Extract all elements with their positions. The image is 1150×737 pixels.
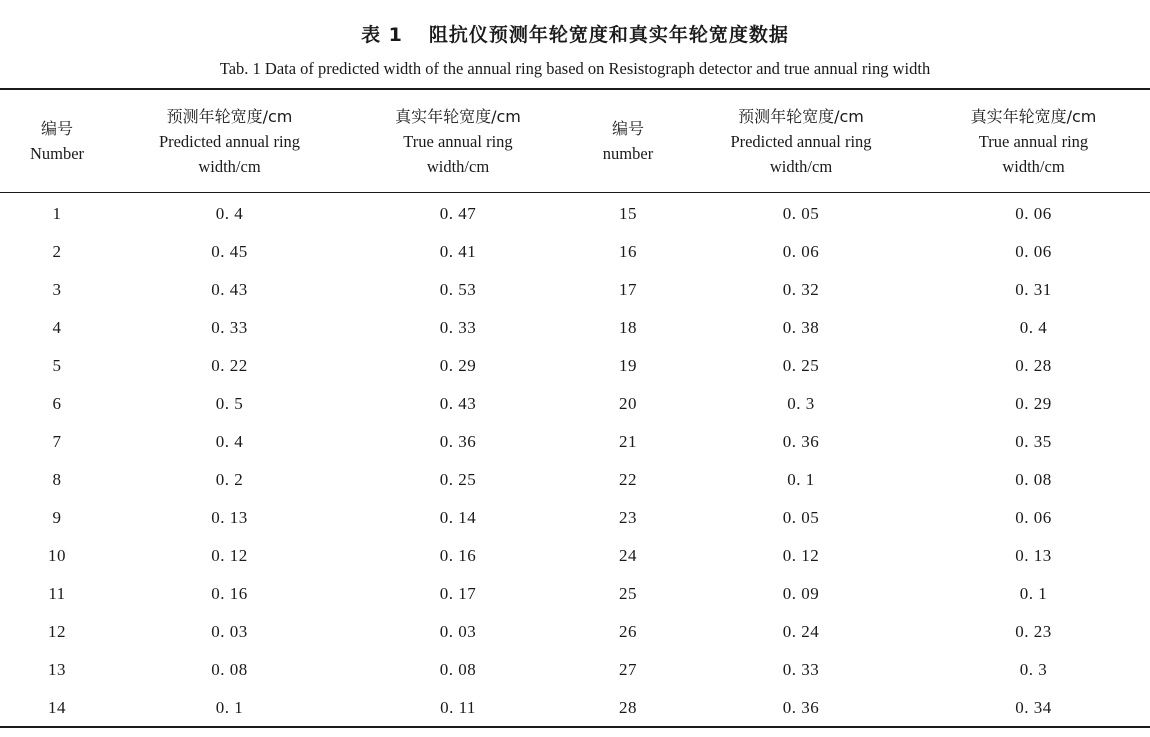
table-row xyxy=(0,192,1150,233)
cell-number: 23 xyxy=(619,508,637,527)
cell-number: 26 xyxy=(619,622,637,641)
cell-predicted-width: 0. 4 xyxy=(215,432,244,451)
cell-true-width: 0. 08 xyxy=(1015,470,1052,489)
cell-true-width: 0. 28 xyxy=(1015,356,1052,375)
cell-true-width: 0. 13 xyxy=(1015,546,1052,565)
table-row xyxy=(0,499,1150,537)
cell-predicted-width: 0. 09 xyxy=(782,584,820,603)
header-row xyxy=(0,90,1150,192)
header-true-left: 真实年轮宽度/cm True annual ring width/cm xyxy=(395,106,521,176)
table-row xyxy=(0,689,1150,727)
cell-predicted-width: 0. 43 xyxy=(211,280,248,299)
cell-predicted-width: 0. 33 xyxy=(211,318,248,337)
cell-number: 11 xyxy=(48,584,66,603)
cell-number: 10 xyxy=(48,546,66,565)
table-title-text: 阻抗仪预测年轮宽度和真实年轮宽度数据 xyxy=(428,24,789,46)
cell-number: 4 xyxy=(52,318,62,337)
cell-true-width: 0. 47 xyxy=(439,204,477,223)
cell-number: 27 xyxy=(619,660,637,679)
table-body xyxy=(0,192,1150,727)
table-row xyxy=(0,461,1150,499)
table-row xyxy=(0,651,1150,689)
table-number: 表 1 xyxy=(361,24,403,46)
cell-true-width: 0. 3 xyxy=(1019,660,1048,679)
cell-number: 8 xyxy=(52,470,62,489)
cell-number: 15 xyxy=(619,204,637,223)
cell-number: 19 xyxy=(619,356,637,375)
cell-number: 13 xyxy=(48,660,66,679)
cell-number: 12 xyxy=(48,622,66,641)
cell-number: 9 xyxy=(52,508,62,527)
cell-predicted-width: 0. 03 xyxy=(211,622,248,641)
cell-true-width: 0. 29 xyxy=(439,356,477,375)
cell-predicted-width: 0. 25 xyxy=(782,356,820,375)
cell-true-width: 0. 36 xyxy=(439,432,477,451)
header-number-left: 编号 Number xyxy=(29,119,85,163)
cell-predicted-width: 0. 16 xyxy=(211,584,248,603)
cell-predicted-width: 0. 36 xyxy=(782,432,820,451)
cell-number: 21 xyxy=(619,432,637,451)
cell-true-width: 0. 1 xyxy=(1019,584,1048,603)
cell-predicted-width: 0. 05 xyxy=(782,204,820,223)
table-row xyxy=(0,385,1150,423)
cell-number: 16 xyxy=(619,242,637,261)
table-row xyxy=(0,271,1150,309)
cell-predicted-width: 0. 08 xyxy=(211,660,248,679)
cell-true-width: 0. 06 xyxy=(1015,242,1052,261)
cell-predicted-width: 0. 36 xyxy=(782,698,820,717)
cell-true-width: 0. 53 xyxy=(439,280,477,299)
table-row xyxy=(0,423,1150,461)
header-number-right: 编号 number xyxy=(602,119,654,163)
cell-number: 18 xyxy=(619,318,637,337)
cell-predicted-width: 0. 1 xyxy=(215,698,244,717)
cell-number: 22 xyxy=(619,470,637,489)
cell-true-width: 0. 33 xyxy=(439,318,477,337)
cell-predicted-width: 0. 05 xyxy=(782,508,820,527)
table-row xyxy=(0,233,1150,271)
cell-true-width: 0. 08 xyxy=(439,660,477,679)
cell-true-width: 0. 11 xyxy=(440,698,476,717)
cell-predicted-width: 0. 5 xyxy=(215,394,244,413)
cell-predicted-width: 0. 13 xyxy=(211,508,248,527)
cell-predicted-width: 0. 2 xyxy=(215,470,244,489)
cell-predicted-width: 0. 06 xyxy=(782,242,820,261)
cell-true-width: 0. 25 xyxy=(439,470,477,489)
cell-predicted-width: 0. 3 xyxy=(787,394,815,413)
cell-predicted-width: 0. 32 xyxy=(782,280,820,299)
header-predicted-left: 预测年轮宽度/cm Predicted annual ring width/cm xyxy=(158,106,301,176)
cell-true-width: 0. 14 xyxy=(439,508,477,527)
data-table xyxy=(0,90,1150,727)
table-row xyxy=(0,613,1150,651)
cell-predicted-width: 0. 12 xyxy=(782,546,820,565)
cell-true-width: 0. 17 xyxy=(439,584,477,603)
cell-number: 7 xyxy=(52,432,62,451)
table-row xyxy=(0,575,1150,613)
table-title-en: Tab. 1 Data of predicted width of the annual ring based on Resistograph detector and true annual ring width xyxy=(219,59,931,78)
cell-predicted-width: 0. 1 xyxy=(787,470,815,489)
cell-true-width: 0. 41 xyxy=(439,242,477,261)
header-predicted-right: 预测年轮宽度/cm Predicted annual ring width/cm xyxy=(730,106,872,176)
cell-predicted-width: 0. 4 xyxy=(215,204,244,223)
table-row xyxy=(0,537,1150,575)
cell-true-width: 0. 03 xyxy=(439,622,477,641)
cell-number: 3 xyxy=(52,280,62,299)
cell-number: 2 xyxy=(52,242,62,261)
cell-predicted-width: 0. 12 xyxy=(211,546,248,565)
cell-predicted-width: 0. 33 xyxy=(782,660,820,679)
table-row xyxy=(0,347,1150,385)
cell-predicted-width: 0. 22 xyxy=(211,356,248,375)
cell-predicted-width: 0. 45 xyxy=(211,242,248,261)
cell-predicted-width: 0. 24 xyxy=(782,622,820,641)
cell-number: 28 xyxy=(619,698,637,717)
cell-true-width: 0. 29 xyxy=(1015,394,1052,413)
cell-predicted-width: 0. 38 xyxy=(782,318,820,337)
cell-true-width: 0. 31 xyxy=(1015,280,1052,299)
header-true-right: 真实年轮宽度/cm True annual ring width/cm xyxy=(970,106,1097,176)
cell-true-width: 0. 16 xyxy=(439,546,477,565)
cell-number: 5 xyxy=(52,356,62,375)
cell-number: 17 xyxy=(619,280,637,299)
cell-true-width: 0. 4 xyxy=(1019,318,1048,337)
cell-number: 14 xyxy=(48,698,66,717)
table-title-zh xyxy=(0,22,1150,48)
cell-true-width: 0. 34 xyxy=(1015,698,1052,717)
cell-true-width: 0. 06 xyxy=(1015,508,1052,527)
cell-number: 25 xyxy=(619,584,637,603)
cell-true-width: 0. 23 xyxy=(1015,622,1052,641)
cell-true-width: 0. 35 xyxy=(1015,432,1052,451)
cell-number: 6 xyxy=(52,394,62,413)
cell-true-width: 0. 06 xyxy=(1015,204,1052,223)
cell-true-width: 0. 43 xyxy=(439,394,477,413)
cell-number: 20 xyxy=(619,394,637,413)
cell-number: 24 xyxy=(619,546,637,565)
table-row xyxy=(0,309,1150,347)
cell-number: 1 xyxy=(52,204,62,223)
